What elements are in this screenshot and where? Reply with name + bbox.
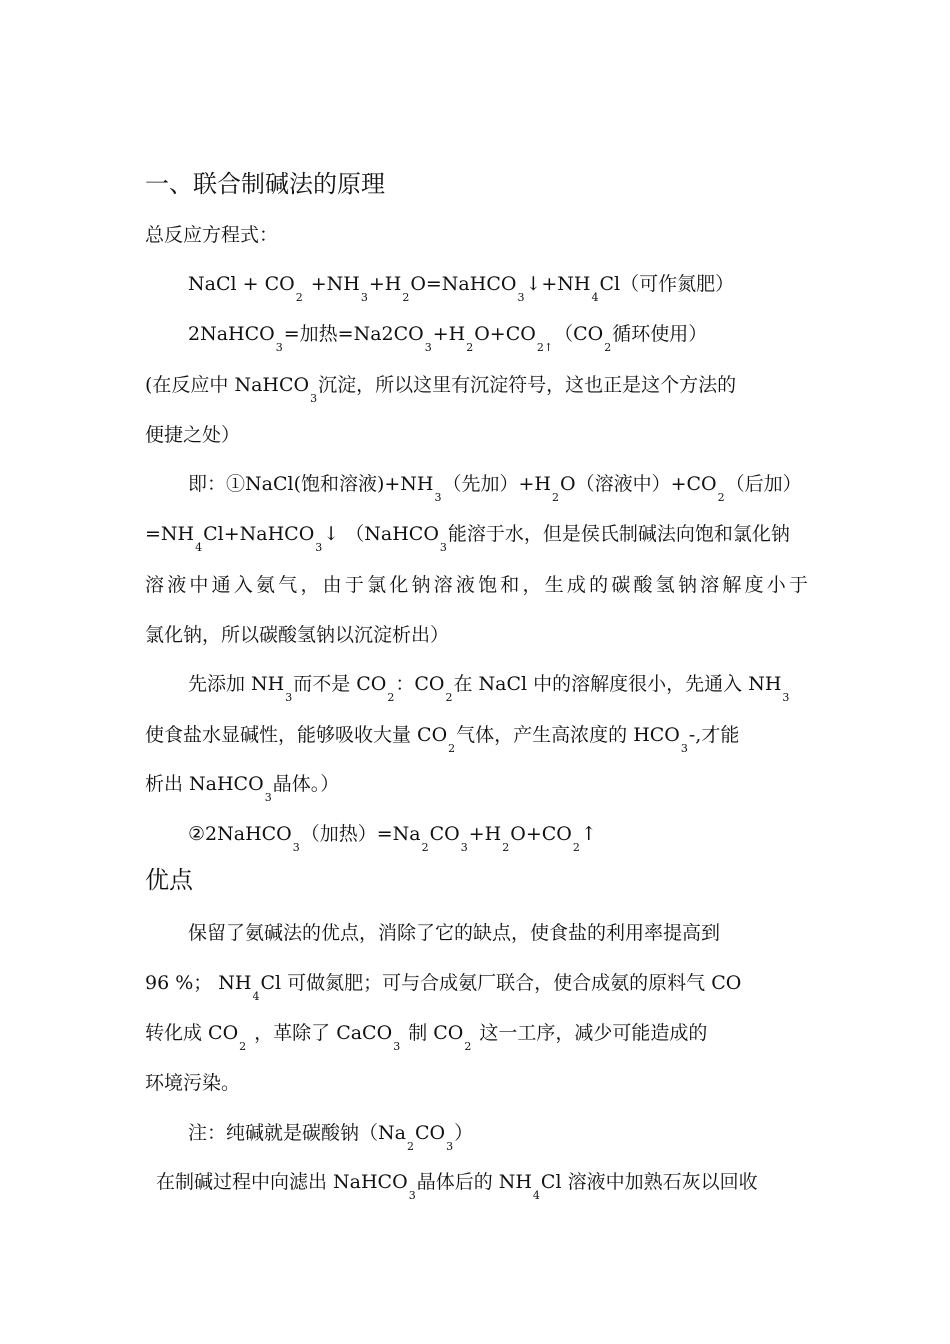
text: NaCl + CO <box>188 273 295 295</box>
subscript: 3 <box>517 291 525 304</box>
text: CO <box>414 1122 446 1144</box>
subscript: 2 <box>239 1040 247 1053</box>
text: O（溶液中）+CO <box>560 473 717 495</box>
subscript: 4 <box>532 1189 540 1202</box>
text: ②2NaHCO <box>188 823 292 845</box>
subscript: 4 <box>591 291 599 304</box>
text: 能溶于水，但是侯氏制碱法向饱和氯化钠 <box>447 523 790 545</box>
text: 这一工序，减少可能造成的 <box>479 1022 708 1044</box>
text: 晶体后的 NH <box>416 1171 532 1193</box>
ji-line-3 <box>145 576 808 595</box>
text: ↓+NH <box>525 273 591 295</box>
text: ：CO <box>395 673 445 695</box>
text: （CO <box>554 323 604 345</box>
advantage-line-4 <box>145 1074 240 1093</box>
text: 使食盐水显碱性，能够吸收大量 CO <box>145 724 448 746</box>
text: ，革除了 CaCO <box>254 1022 393 1044</box>
subscript: 3 <box>680 742 688 755</box>
text: Cl（可作氮肥） <box>599 273 735 295</box>
subscript: 3 <box>360 291 368 304</box>
subscript: 3 <box>446 1140 454 1153</box>
subscript: 3 <box>285 691 293 704</box>
text: 而不是 CO <box>293 673 387 695</box>
subscript: 2 <box>402 291 410 304</box>
text: CO <box>429 823 460 845</box>
subscript: 3 <box>424 341 432 354</box>
text: （后加） <box>725 473 802 495</box>
text: +H <box>468 823 502 845</box>
note-soda-ash <box>188 1122 474 1153</box>
text: 2NaHCO <box>188 323 275 345</box>
text: 96 %； NH <box>145 972 252 994</box>
text: 便捷之处） <box>145 424 241 446</box>
subscript: 2 <box>445 691 453 704</box>
subscript: 3 <box>782 691 790 704</box>
text: 析出 NaHCO <box>145 773 264 795</box>
subscript: 3 <box>408 1189 416 1202</box>
last-paragraph-line <box>156 1171 758 1202</box>
text: O=NaHCO <box>410 273 517 295</box>
subscript: 2↑ <box>536 341 554 354</box>
advantage-line-1 <box>188 924 720 943</box>
text: Cl 溶液中加熟石灰以回收 <box>540 1171 758 1193</box>
text: 晶体。） <box>272 773 340 795</box>
subscript: 3 <box>310 392 318 405</box>
text: 先添加 NH <box>188 673 285 695</box>
subscript: 2 <box>572 841 580 854</box>
text: 在 NaCl 中的溶解度很小，先通入 NH <box>453 673 782 695</box>
nh3-line-3 <box>145 773 340 804</box>
text: ↑ <box>580 823 597 845</box>
text: 制 CO <box>408 1022 464 1044</box>
subscript: 2 <box>448 742 456 755</box>
ji-line-1 <box>188 473 802 504</box>
text: 保留了氨碱法的优点，消除了它的缺点，使食盐的利用率提高到 <box>188 922 721 944</box>
text: O+CO <box>474 323 536 345</box>
text: 在制碱过程中向滤出 NaHCO <box>156 1171 408 1193</box>
heading-text: 优点 <box>145 866 193 894</box>
equation-title-text: 总反应方程式： <box>145 224 279 246</box>
note-line-1 <box>145 374 737 405</box>
subscript: 3 <box>264 791 272 804</box>
section-heading-principle <box>145 172 385 196</box>
text: 注：纯碱就是碳酸钠（Na <box>188 1122 406 1144</box>
text: +NH <box>310 273 360 295</box>
text: +H <box>368 273 402 295</box>
note-line-2 <box>145 426 240 445</box>
equation-line-1 <box>188 273 735 304</box>
equation-line-2 <box>188 323 708 354</box>
equation-line-3 <box>188 823 597 854</box>
text: 气体，产生高浓度的 HCO <box>456 724 680 746</box>
text: -,才能 <box>688 724 740 746</box>
equation-title <box>145 226 278 245</box>
subscript: 2 <box>464 1040 472 1053</box>
subscript: 2 <box>421 841 429 854</box>
subscript: 3 <box>460 841 468 854</box>
ji-line-4 <box>145 626 449 645</box>
text: ） <box>454 1122 474 1144</box>
subscript: 3 <box>439 541 447 554</box>
text: =加热=Na2CO <box>283 323 424 345</box>
subscript: 4 <box>195 541 203 554</box>
text: 溶液中通入氨气，由于氯化钠溶液饱和，生成的碳酸氢钠溶解度小于 <box>145 574 808 596</box>
subscript: 2 <box>502 841 510 854</box>
text: ↓ （NaHCO <box>323 523 439 545</box>
section-heading-advantages <box>145 868 193 892</box>
ji-line-2 <box>145 523 790 554</box>
text: 氯化钠，所以碳酸氢钠以沉淀析出） <box>145 624 450 646</box>
text: (在反应中 NaHCO <box>145 374 310 396</box>
subscript: 2 <box>552 491 560 504</box>
subscript: 3 <box>275 341 283 354</box>
subscript: 4 <box>252 990 260 1003</box>
text: 转化成 CO <box>145 1022 239 1044</box>
subscript: 2 <box>604 341 612 354</box>
text: 环境污染。 <box>145 1072 241 1094</box>
subscript: 3 <box>393 1040 401 1053</box>
text: +H <box>432 323 466 345</box>
nh3-line-1 <box>188 673 790 704</box>
text: （加热）=Na <box>300 823 421 845</box>
text: O+CO <box>510 823 572 845</box>
subscript: 2 <box>295 291 303 304</box>
subscript: 3 <box>434 491 442 504</box>
text: 沉淀，所以这里有沉淀符号，这也正是这个方法的 <box>318 374 737 396</box>
text: 即：①NaCl(饱和溶液)+NH <box>188 473 434 495</box>
heading-text: 一、联合制碱法的原理 <box>145 170 385 198</box>
nh3-line-2 <box>145 724 740 755</box>
text: （先加）+H <box>442 473 552 495</box>
text: 循环使用） <box>612 323 708 345</box>
subscript: 2 <box>387 691 395 704</box>
subscript: 2 <box>406 1140 414 1153</box>
text: Cl 可做氮肥；可与合成氨厂联合，使合成氨的原料气 CO <box>260 972 742 994</box>
subscript: 3 <box>315 541 323 554</box>
text: =NH <box>145 523 195 545</box>
subscript: 3 <box>292 841 300 854</box>
text: Cl+NaHCO <box>203 523 315 545</box>
subscript: 2 <box>466 341 474 354</box>
advantage-line-2 <box>145 972 742 1003</box>
advantage-line-3 <box>145 1022 708 1053</box>
subscript: 2 <box>717 491 725 504</box>
